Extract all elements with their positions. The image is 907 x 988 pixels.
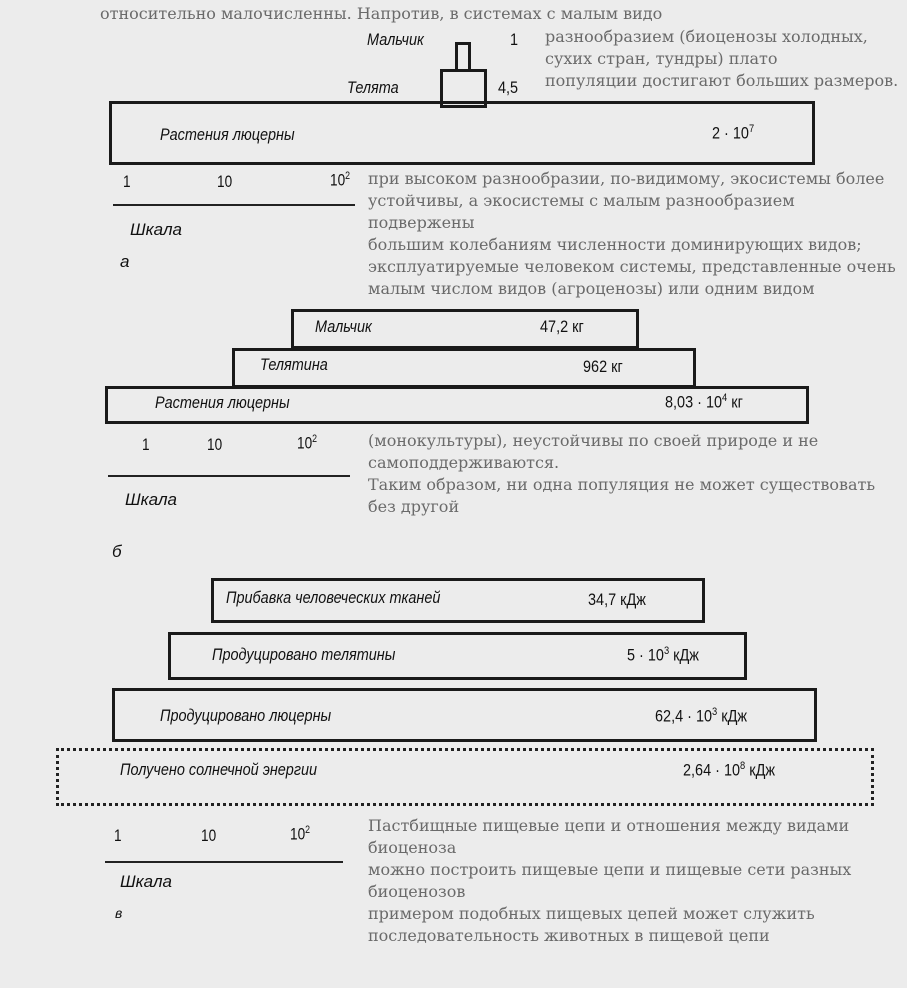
scale-tick: $10^2$ xyxy=(297,433,318,453)
text-line: большим колебаниям численности доминирующих видов; xyxy=(368,235,862,254)
scale-label: Шкала xyxy=(120,872,172,891)
level-label: Растения люцерны xyxy=(160,125,295,144)
figure-letter: а xyxy=(120,252,130,271)
level-label: Продуцировано люцерны xyxy=(160,706,332,725)
scale-label: Шкала xyxy=(125,490,177,509)
level-value: $2,64 \cdot 10^8$ кДж xyxy=(683,760,776,780)
level-label: Получено солнечной энергии xyxy=(120,760,318,779)
figure-letter: б xyxy=(112,542,122,561)
text-line: популяции достигают больших размеров. xyxy=(545,71,899,90)
text-line: (монокультуры), неустойчивы по своей природе и не xyxy=(368,431,819,450)
text-line: при высоком разнообразии, по-видимому, экосистемы более xyxy=(368,169,885,188)
scale-tick: 10 xyxy=(217,172,233,191)
level-label: Продуцировано телятины xyxy=(212,645,396,664)
scale-tick: $10^2$ xyxy=(290,824,311,844)
scale-tick: 10 xyxy=(201,826,217,845)
text-line: устойчивы, а экосистемы с малым разнообразием подвержены xyxy=(368,191,795,232)
level-value: $62,4 \cdot 10^3$ кДж xyxy=(655,706,748,726)
level-value: 962 кг xyxy=(583,357,623,376)
text-line: можно построить пищевые цепи и пищевые сети разных биоценозов xyxy=(368,860,852,901)
level-value: 34,7 кДж xyxy=(588,590,646,609)
scale-label: Шкала xyxy=(130,220,182,239)
text-line: последовательность животных в пищевой цепи xyxy=(368,926,770,945)
text-line: разнообразием (биоценозы холодных, сухих стран, тундры) плато xyxy=(545,27,868,68)
scale-tick: 10 xyxy=(207,435,223,454)
level-label: Телята xyxy=(347,78,399,97)
text-line: малым числом видов (агроценозы) или одним видом xyxy=(368,279,815,298)
text-line: самоподдерживаются. xyxy=(368,453,560,472)
level-value: 1 xyxy=(510,30,519,49)
text-line: эксплуатируемые человеком системы, представленные очень xyxy=(368,257,896,276)
scale-tick: 1 xyxy=(114,826,122,845)
scale-line xyxy=(105,861,343,863)
scale-tick: $10^2$ xyxy=(330,170,351,190)
scale-line xyxy=(113,204,355,206)
text-block xyxy=(368,815,903,947)
level-value: $2 \cdot 10^7$ xyxy=(712,123,755,143)
scale-tick: 1 xyxy=(123,172,131,191)
text-line: Таким образом, ни одна популяция не может существовать без другой xyxy=(368,475,876,516)
level-value: 47,2 кг xyxy=(540,317,584,336)
text-block xyxy=(545,26,903,92)
text-line: относительно малочисленны. Напротив, в системах с малым видо xyxy=(100,4,663,23)
level-label: Телятина xyxy=(260,355,328,374)
text-line: примером подобных пищевых цепей может служить xyxy=(368,904,815,923)
text-block xyxy=(100,3,900,25)
level-value: $5 \cdot 10^3$ кДж xyxy=(627,645,699,665)
text-line: Пастбищные пищевые цепи и отношения между видами биоценоза xyxy=(368,816,850,857)
level-value: $8,03 \cdot 10^4$ кг xyxy=(665,392,743,412)
level-label: Растения люцерны xyxy=(155,393,290,412)
level-label: Прибавка человеческих тканей xyxy=(226,588,441,607)
level-bar-boy xyxy=(455,42,471,72)
text-block xyxy=(368,430,903,518)
level-value: 4,5 xyxy=(498,78,519,97)
figure-letter: в xyxy=(115,905,123,921)
level-label: Мальчик xyxy=(315,317,372,336)
text-block xyxy=(368,168,903,300)
scale-tick: 1 xyxy=(142,435,150,454)
scale-line xyxy=(108,475,350,477)
level-label: Мальчик xyxy=(367,30,424,49)
